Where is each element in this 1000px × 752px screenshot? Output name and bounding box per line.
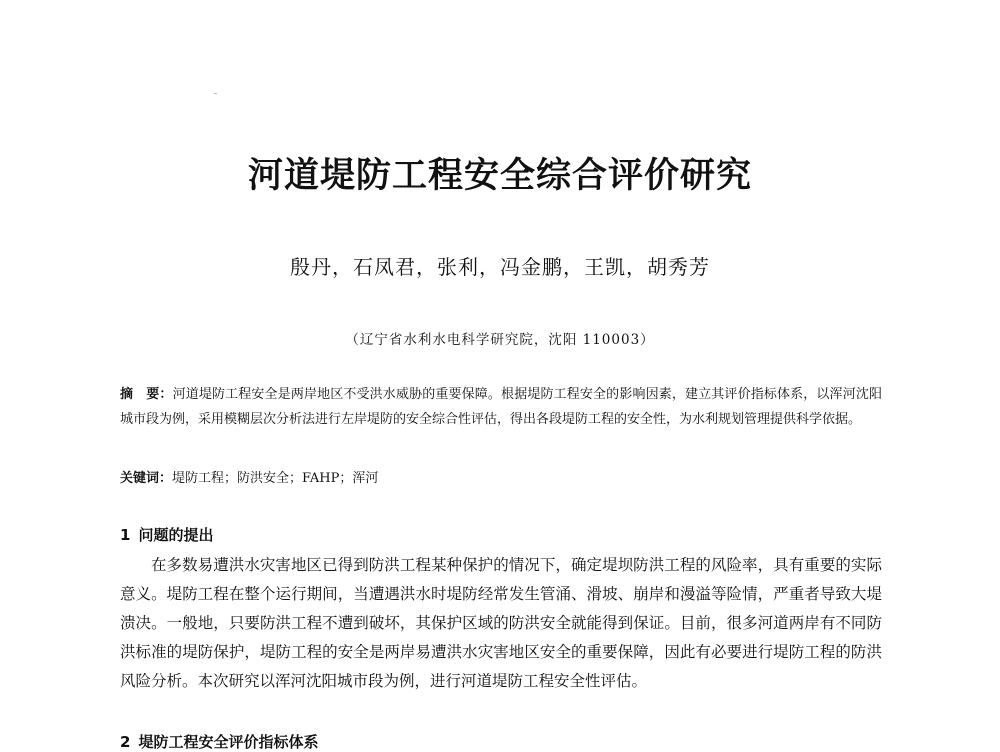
keywords-label: 关键词： xyxy=(120,471,173,486)
keywords-text: 堤防工程；防洪安全；FAHP；浑河 xyxy=(172,471,379,486)
section-number: 1 xyxy=(120,526,131,544)
section-title: 问题的提出 xyxy=(138,526,214,544)
section-number: 2 xyxy=(120,733,131,751)
section-heading-1 xyxy=(120,524,213,545)
scan-artifact xyxy=(214,93,217,94)
affiliation: （辽宁省水利水电科学研究院，沈阳 110003） xyxy=(345,332,655,348)
section-1-body: 在多数易遭洪水灾害地区已得到防洪工程某种保护的情况下，确定堤坝防洪工程的风险率，具有重要的实际意义。堤防工程在整个运行期间，当遭遇洪水时堤防经常发生管涌、滑坡、崩岸和漫溢等险情，严重者导致大堤溃决。一般地，只要防洪工程不遭到破坏，其保护区域的防洪安全就能得到保证。目前，很多河道两岸有不同防洪标准的堤防保护，堤防工程的安全是两岸易遭洪水灾害地区安全的重要保障，因此有必要进行堤防工程的防洪风险分析。本次研究以浑河沈阳城市段为例，进行河道堤防工程安全性评估。 xyxy=(120,556,882,690)
abstract-text: 河道堤防工程安全是两岸地区不受洪水威胁的重要保障。根据堤防工程安全的影响因素，建立其评价指标体系，以浑河沈阳城市段为例，采用模糊层次分析法进行左岸堤防的安全综合性评估，得出各段堤防工程的安全性，为水利规划管理提供科学依据。 xyxy=(120,387,882,427)
section-title: 堤防工程安全评价指标体系 xyxy=(138,733,319,751)
author-list: 殷丹，石凤君，张利，冯金鹏，王凯，胡秀芳 xyxy=(290,255,710,279)
section-heading-2 xyxy=(120,731,318,752)
abstract xyxy=(120,382,882,432)
paper-title: 河道堤防工程安全综合评价研究 xyxy=(247,156,752,196)
keywords xyxy=(120,468,882,490)
abstract-label: 摘 要： xyxy=(120,387,173,402)
